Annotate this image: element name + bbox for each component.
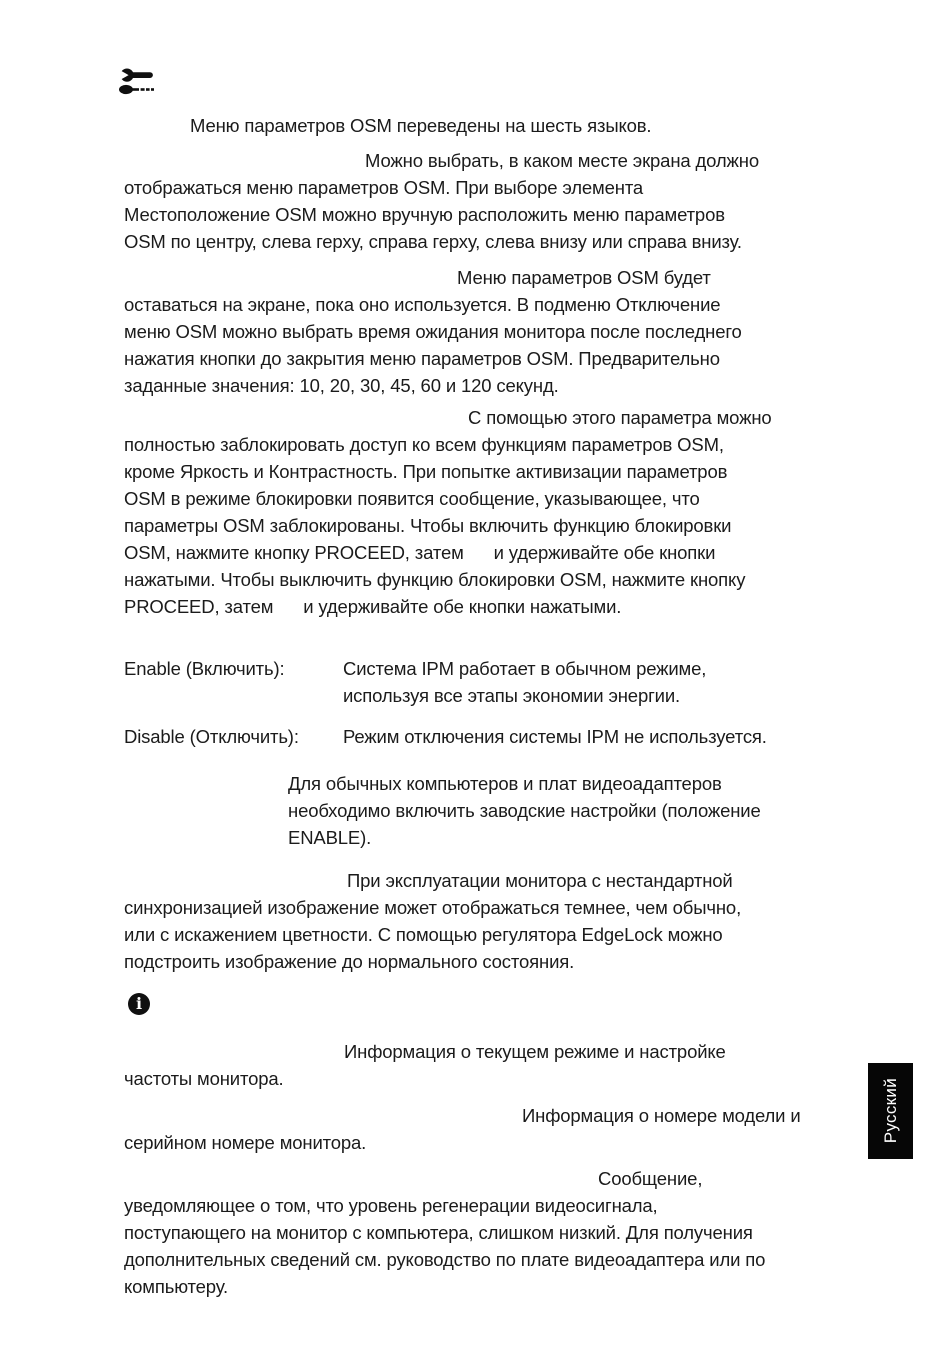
info-icon-glyph: i	[135, 994, 143, 1013]
text-line: Информация о номере модели и	[522, 1105, 801, 1126]
text-line: нажатия кнопки до закрытия меню параметров OSM. Предварительно	[124, 348, 720, 369]
text-line: кроме Яркость и Контрастность. При попытке активизации параметров	[124, 461, 728, 482]
text-line: При эксплуатации монитора с нестандартной	[347, 870, 733, 891]
language-tab-label: Русский	[880, 1078, 900, 1144]
p-osm-turn-off	[124, 264, 742, 399]
text-line: С помощью этого параметра можно	[468, 407, 772, 428]
p-refresh-notifier	[124, 1165, 765, 1300]
def-ipm-disable-desc	[343, 723, 767, 750]
language-tab-russian	[868, 1063, 913, 1159]
text-line: Местоположение OSM можно вручную расположить меню параметров	[124, 204, 725, 225]
text-line: используя все этапы экономии энергии.	[343, 685, 681, 706]
text-line: серийном номере монитора.	[124, 1132, 367, 1153]
text-line: частоты монитора.	[124, 1068, 284, 1089]
text-line: Сообщение,	[598, 1168, 703, 1189]
text-line: ENABLE).	[288, 827, 372, 848]
text-line: подстроить изображение до нормального состояния.	[124, 951, 575, 972]
info-icon	[128, 993, 150, 1015]
text-line: Меню параметров OSM будет	[457, 267, 711, 288]
text-line: отображаться меню параметров OSM. При выборе элемента	[124, 177, 644, 198]
text-line: Система IPM работает в обычном режиме,	[343, 658, 707, 679]
text-line: Режим отключения системы IPM не используется.	[343, 726, 767, 747]
text-line: оставаться на экране, пока оно используется. В подменю Отключение	[124, 294, 721, 315]
p-osm-lock-out	[124, 404, 772, 620]
def-ipm-enable-desc	[343, 655, 706, 709]
text-line: PROCEED, затем и удерживайте обе кнопки нажатыми.	[124, 596, 622, 617]
text-line: или с искажением цветности. С помощью регулятора EdgeLock можно	[124, 924, 723, 945]
text-line: синхронизацией изображение может отображаться темнее, чем обычно,	[124, 897, 742, 918]
text-line: заданные значения: 10, 20, 30, 45, 60 и 120 секунд.	[124, 375, 559, 396]
p-model-serial-info	[124, 1102, 801, 1156]
text-line: Можно выбрать, в каком месте экрана должно	[365, 150, 759, 171]
text-line: OSM в режиме блокировки появится сообщение, указывающее, что	[124, 488, 700, 509]
text-line: необходимо включить заводские настройки (положение	[288, 800, 761, 821]
text-line: Информация о текущем режиме и настройке	[344, 1041, 726, 1062]
p-ipm-note	[288, 770, 761, 851]
text-line: полностью заблокировать доступ ко всем функциям параметров OSM,	[124, 434, 724, 455]
text-line: OSM, нажмите кнопку PROCEED, затем и удерживайте обе кнопки	[124, 542, 716, 563]
text-line: компьютеру.	[124, 1276, 228, 1297]
def-ipm-enable-term: Enable (Включить):	[124, 658, 285, 679]
text-line: уведомляющее о том, что уровень регенерации видеосигнала,	[124, 1195, 658, 1216]
text-line: OSM по центру, слева герху, справа герху, слева внизу или справа внизу.	[124, 231, 742, 252]
text-line: поступающего на монитор с компьютера, слишком низкий. Для получения	[124, 1222, 753, 1243]
text-line: меню OSM можно выбрать время ожидания монитора после последнего	[124, 321, 742, 342]
text-line: параметры OSM заблокированы. Чтобы включить функцию блокировки	[124, 515, 732, 536]
def-ipm-disable-term: Disable (Отключить):	[124, 726, 299, 747]
p-display-mode-info	[124, 1038, 726, 1092]
def-ipm-enable	[124, 655, 706, 709]
p-osm-location	[124, 147, 759, 255]
text-line: Для обычных компьютеров и плат видеоадаптеров	[288, 773, 722, 794]
tools-icon	[119, 67, 155, 102]
text-line: Меню параметров OSM переведены на шесть языков.	[190, 115, 652, 136]
p-edgelock	[124, 867, 741, 975]
text-line: дополнительных сведений см. руководство по плате видеоадаптера или по	[124, 1249, 766, 1270]
p-languages	[124, 112, 651, 139]
text-line: нажатыми. Чтобы выключить функцию блокировки OSM, нажмите кнопку	[124, 569, 746, 590]
def-ipm-disable	[124, 723, 767, 750]
